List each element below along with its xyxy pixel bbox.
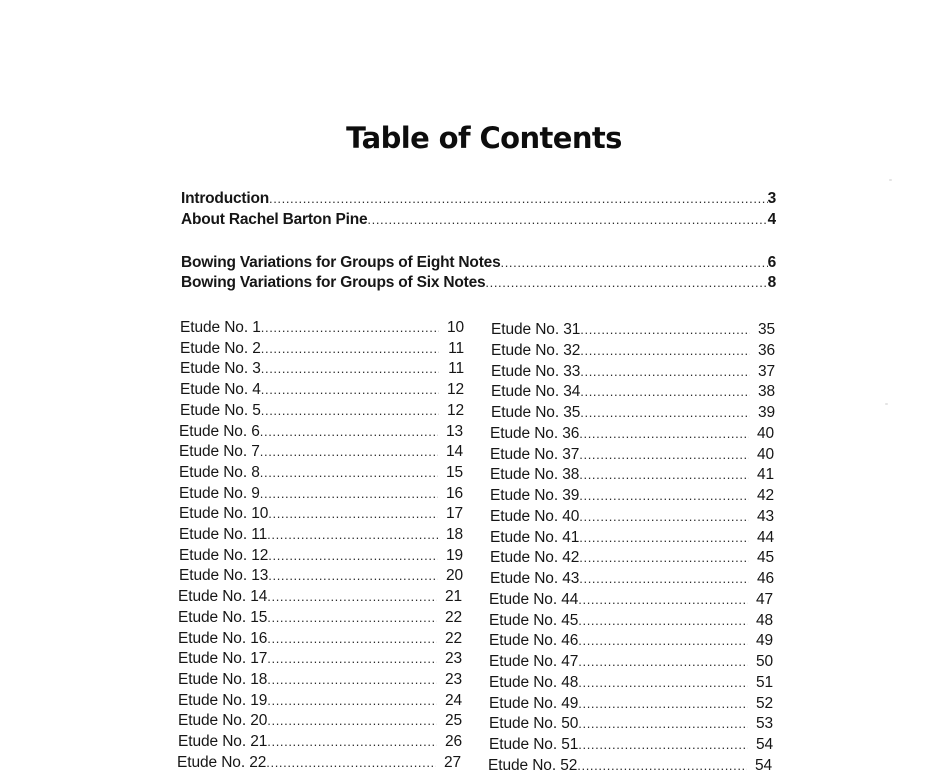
toc-entry-page: 8 <box>767 274 776 291</box>
toc-entry-etude[interactable] <box>489 695 773 713</box>
dot-leader <box>261 341 439 356</box>
dot-leader <box>578 716 748 731</box>
dot-leader <box>578 592 748 607</box>
toc-entry-page: 40 <box>756 424 774 442</box>
toc-entry-etude[interactable] <box>180 360 464 378</box>
toc-entry-label: Etude No. 34 <box>491 383 581 401</box>
toc-entry-etude[interactable] <box>491 363 775 381</box>
dot-leader <box>268 506 438 521</box>
toc-entry-label: About Rachel Barton Pine <box>181 211 368 228</box>
toc-entry-etude[interactable] <box>179 526 463 544</box>
toc-entry-page: 39 <box>757 404 775 421</box>
toc-entry-label: Etude No. 18 <box>178 670 268 688</box>
dot-leader <box>261 403 439 418</box>
toc-entry-bowing-eight-notes[interactable] <box>181 254 776 272</box>
dot-leader <box>260 465 438 480</box>
toc-entry-label: Bowing Variations for Groups of Eight Notes <box>181 254 501 271</box>
toc-entry-label: Etude No. 14 <box>178 588 268 606</box>
toc-entry-page: 18 <box>445 526 463 543</box>
toc-entry-label: Etude No. 3 <box>180 360 261 378</box>
toc-entry-page: 21 <box>444 588 462 606</box>
toc-entry-etude[interactable] <box>177 754 461 772</box>
dot-leader <box>579 509 749 524</box>
toc-entry-page: 24 <box>444 691 462 709</box>
toc-entry-label: Etude No. 38 <box>490 466 580 484</box>
toc-entry-page: 53 <box>755 715 773 733</box>
dot-leader <box>268 568 438 583</box>
toc-entry-page: 11 <box>448 339 464 357</box>
dot-leader <box>578 633 748 648</box>
toc-entry-etude[interactable] <box>179 485 463 503</box>
toc-entry-label: Etude No. 37 <box>490 445 580 463</box>
toc-entry-label: Etude No. 32 <box>491 341 581 359</box>
dot-leader <box>266 755 436 770</box>
toc-entry-label: Etude No. 52 <box>488 756 578 774</box>
dot-leader <box>267 713 437 728</box>
toc-entry-label: Etude No. 8 <box>179 463 260 481</box>
toc-entry-etude[interactable] <box>491 321 775 339</box>
toc-entry-etude[interactable] <box>179 505 463 523</box>
toc-entry-etude[interactable] <box>490 425 774 443</box>
toc-entry-etude[interactable] <box>180 340 464 358</box>
toc-entry-etude[interactable] <box>179 567 463 585</box>
dot-leader <box>578 675 748 690</box>
dot-leader <box>578 696 748 711</box>
toc-entry-label: Etude No. 44 <box>489 590 579 608</box>
toc-entry-etude[interactable] <box>490 549 774 567</box>
toc-entry-label: Etude No. 1 <box>180 319 261 336</box>
toc-entry-etude[interactable] <box>178 671 462 689</box>
toc-entry-label: Etude No. 47 <box>489 653 579 670</box>
toc-entry-etude[interactable] <box>178 692 462 710</box>
toc-entry-label: Etude No. 13 <box>179 567 269 585</box>
toc-entry-etude[interactable] <box>489 591 773 609</box>
dot-leader <box>267 693 437 708</box>
toc-entry-etude[interactable] <box>180 381 464 399</box>
page-title: Table of Contents <box>346 121 622 155</box>
toc-entry-page: 6 <box>767 254 776 271</box>
scan-speck <box>885 403 888 405</box>
toc-entry-etude[interactable] <box>491 383 775 401</box>
dot-leader <box>578 737 748 752</box>
toc-entry-page: 40 <box>756 445 774 463</box>
toc-entry-page: 20 <box>445 567 463 585</box>
dot-leader <box>268 548 438 563</box>
dot-leader <box>269 191 768 206</box>
toc-entry-bowing-six-notes[interactable] <box>181 274 776 292</box>
toc-entry-page: 23 <box>444 650 462 668</box>
dot-leader <box>580 384 750 399</box>
toc-entry-etude[interactable] <box>490 466 774 484</box>
toc-entry-label: Etude No. 2 <box>180 339 261 357</box>
toc-entry-label: Etude No. 33 <box>491 362 581 380</box>
toc-entry-etude[interactable] <box>489 674 773 692</box>
toc-entry-label: Etude No. 40 <box>490 507 580 525</box>
toc-entry-etude[interactable] <box>489 632 773 650</box>
toc-entry-page: 19 <box>445 546 463 564</box>
toc-entry-label: Etude No. 5 <box>180 401 261 419</box>
toc-entry-page: 4 <box>767 211 776 228</box>
toc-entry-etude[interactable] <box>489 736 773 754</box>
toc-entry-page: 41 <box>756 466 774 484</box>
toc-entry-page: 22 <box>444 608 462 626</box>
toc-entry-page: 35 <box>757 321 775 338</box>
toc-entry-etude[interactable] <box>488 757 772 775</box>
dot-leader <box>501 255 768 270</box>
toc-entry-etude[interactable] <box>490 529 774 547</box>
toc-entry-etude[interactable] <box>178 712 462 730</box>
toc-entry-page: 26 <box>444 733 462 750</box>
toc-entry-page: 42 <box>756 487 774 504</box>
toc-entry-label: Etude No. 16 <box>178 629 268 647</box>
toc-entry-page: 38 <box>757 383 775 401</box>
dot-leader <box>579 530 749 545</box>
toc-entry-etude[interactable] <box>489 715 773 733</box>
toc-entry-page: 15 <box>445 463 463 481</box>
dot-leader <box>577 758 747 773</box>
toc-entry-page: 11 <box>448 360 464 378</box>
toc-entry-etude[interactable] <box>178 650 462 668</box>
scan-speck <box>889 179 892 181</box>
dot-leader <box>260 424 438 439</box>
dot-leader <box>267 631 437 646</box>
dot-leader <box>267 734 437 749</box>
toc-entry-etude[interactable] <box>178 609 462 627</box>
dot-leader <box>267 527 438 542</box>
toc-entry-label: Etude No. 20 <box>178 712 268 730</box>
dot-leader <box>261 382 439 397</box>
toc-entry-label: Etude No. 42 <box>490 549 580 567</box>
dot-leader <box>579 571 749 586</box>
toc-entry-label: Bowing Variations for Groups of Six Notes <box>181 274 486 291</box>
toc-entry-page: 25 <box>444 712 462 730</box>
toc-entry-etude[interactable] <box>178 733 462 751</box>
dot-leader <box>260 486 438 501</box>
toc-entry-introduction[interactable] <box>181 190 776 208</box>
dot-leader <box>267 651 437 666</box>
toc-entry-label: Etude No. 50 <box>489 715 579 733</box>
toc-entry-label: Etude No. 15 <box>178 608 268 626</box>
toc-entry-label: Introduction <box>181 190 269 207</box>
toc-entry-page: 48 <box>755 611 773 629</box>
dot-leader <box>579 550 749 565</box>
toc-entry-page: 3 <box>767 190 776 207</box>
toc-entry-label: Etude No. 39 <box>490 487 580 504</box>
dot-leader <box>367 212 767 227</box>
toc-entry-etude[interactable] <box>179 464 463 482</box>
toc-entry-label: Etude No. 49 <box>489 694 579 712</box>
toc-entry-page: 52 <box>755 694 773 712</box>
dot-leader <box>261 361 439 376</box>
toc-entry-label: Etude No. 48 <box>489 673 579 691</box>
toc-entry-label: Etude No. 9 <box>179 484 260 502</box>
toc-entry-etude[interactable] <box>490 570 774 588</box>
toc-entry-about-rachel-barton-pine[interactable] <box>181 211 776 229</box>
toc-entry-page: 45 <box>756 549 774 567</box>
toc-entry-page: 22 <box>444 629 462 647</box>
toc-entry-label: Etude No. 43 <box>490 570 580 587</box>
toc-entry-page: 12 <box>446 401 464 419</box>
dot-leader <box>578 654 748 669</box>
toc-entry-page: 16 <box>445 484 463 502</box>
dot-leader <box>267 610 437 625</box>
toc-entry-etude[interactable] <box>490 508 774 526</box>
dot-leader <box>261 320 439 335</box>
toc-entry-page: 10 <box>446 319 464 336</box>
toc-entry-label: Etude No. 7 <box>179 443 260 461</box>
toc-entry-page: 14 <box>445 443 463 461</box>
dot-leader <box>578 613 748 628</box>
toc-entry-etude[interactable] <box>179 423 463 441</box>
dot-leader <box>580 405 750 420</box>
toc-entry-label: Etude No. 4 <box>180 381 261 399</box>
toc-entry-label: Etude No. 46 <box>489 632 579 650</box>
dot-leader <box>579 447 749 462</box>
toc-entry-label: Etude No. 51 <box>489 736 579 753</box>
toc-entry-page: 44 <box>756 528 774 546</box>
toc-entry-page: 50 <box>755 653 773 670</box>
toc-entry-label: Etude No. 10 <box>179 505 269 523</box>
toc-entry-page: 46 <box>756 570 774 587</box>
toc-entry-page: 36 <box>757 341 775 359</box>
toc-entry-page: 13 <box>445 422 463 440</box>
dot-leader <box>267 589 437 604</box>
toc-entry-page: 49 <box>755 632 773 650</box>
toc-entry-label: Etude No. 6 <box>179 422 260 440</box>
toc-entry-etude[interactable] <box>491 342 775 360</box>
toc-entry-label: Etude No. 45 <box>489 611 579 629</box>
toc-entry-label: Etude No. 36 <box>490 424 580 442</box>
toc-entry-etude[interactable] <box>490 487 774 505</box>
toc-entry-etude[interactable] <box>489 612 773 630</box>
dot-leader <box>580 322 750 337</box>
toc-entry-label: Etude No. 21 <box>178 733 268 750</box>
toc-entry-etude[interactable] <box>179 547 463 565</box>
toc-entry-page: 51 <box>755 673 773 691</box>
toc-entry-page: 43 <box>756 507 774 525</box>
dot-leader <box>267 672 437 687</box>
toc-entry-etude[interactable] <box>489 653 773 671</box>
dot-leader <box>260 444 438 459</box>
toc-entry-page: 37 <box>757 362 775 380</box>
toc-entry-etude[interactable] <box>178 630 462 648</box>
toc-entry-page: 54 <box>755 736 773 753</box>
toc-entry-etude[interactable] <box>491 404 775 422</box>
toc-entry-label: Etude No. 11 <box>179 526 268 543</box>
toc-entry-page: 17 <box>445 505 463 523</box>
dot-leader <box>579 426 749 441</box>
toc-entry-etude[interactable] <box>490 446 774 464</box>
toc-entry-label: Etude No. 41 <box>490 528 580 546</box>
toc-entry-page: 47 <box>755 590 773 608</box>
dot-leader <box>485 275 767 290</box>
toc-entry-label: Etude No. 12 <box>179 546 269 564</box>
toc-entry-label: Etude No. 22 <box>177 753 267 771</box>
toc-entry-etude[interactable] <box>180 402 464 420</box>
toc-entry-page: 23 <box>444 670 462 688</box>
toc-entry-etude[interactable] <box>178 588 462 606</box>
dot-leader <box>580 343 750 358</box>
dot-leader <box>579 467 749 482</box>
toc-entry-page: 12 <box>446 381 464 399</box>
toc-entry-label: Etude No. 17 <box>178 650 268 668</box>
toc-entry-etude[interactable] <box>180 319 464 337</box>
dot-leader <box>579 488 749 503</box>
toc-entry-etude[interactable] <box>179 443 463 461</box>
toc-entry-page: 54 <box>754 756 772 774</box>
toc-entry-label: Etude No. 31 <box>491 321 581 338</box>
toc-entry-page: 27 <box>443 753 461 771</box>
dot-leader <box>580 364 750 379</box>
toc-entry-label: Etude No. 19 <box>178 691 268 709</box>
toc-entry-label: Etude No. 35 <box>491 404 581 421</box>
